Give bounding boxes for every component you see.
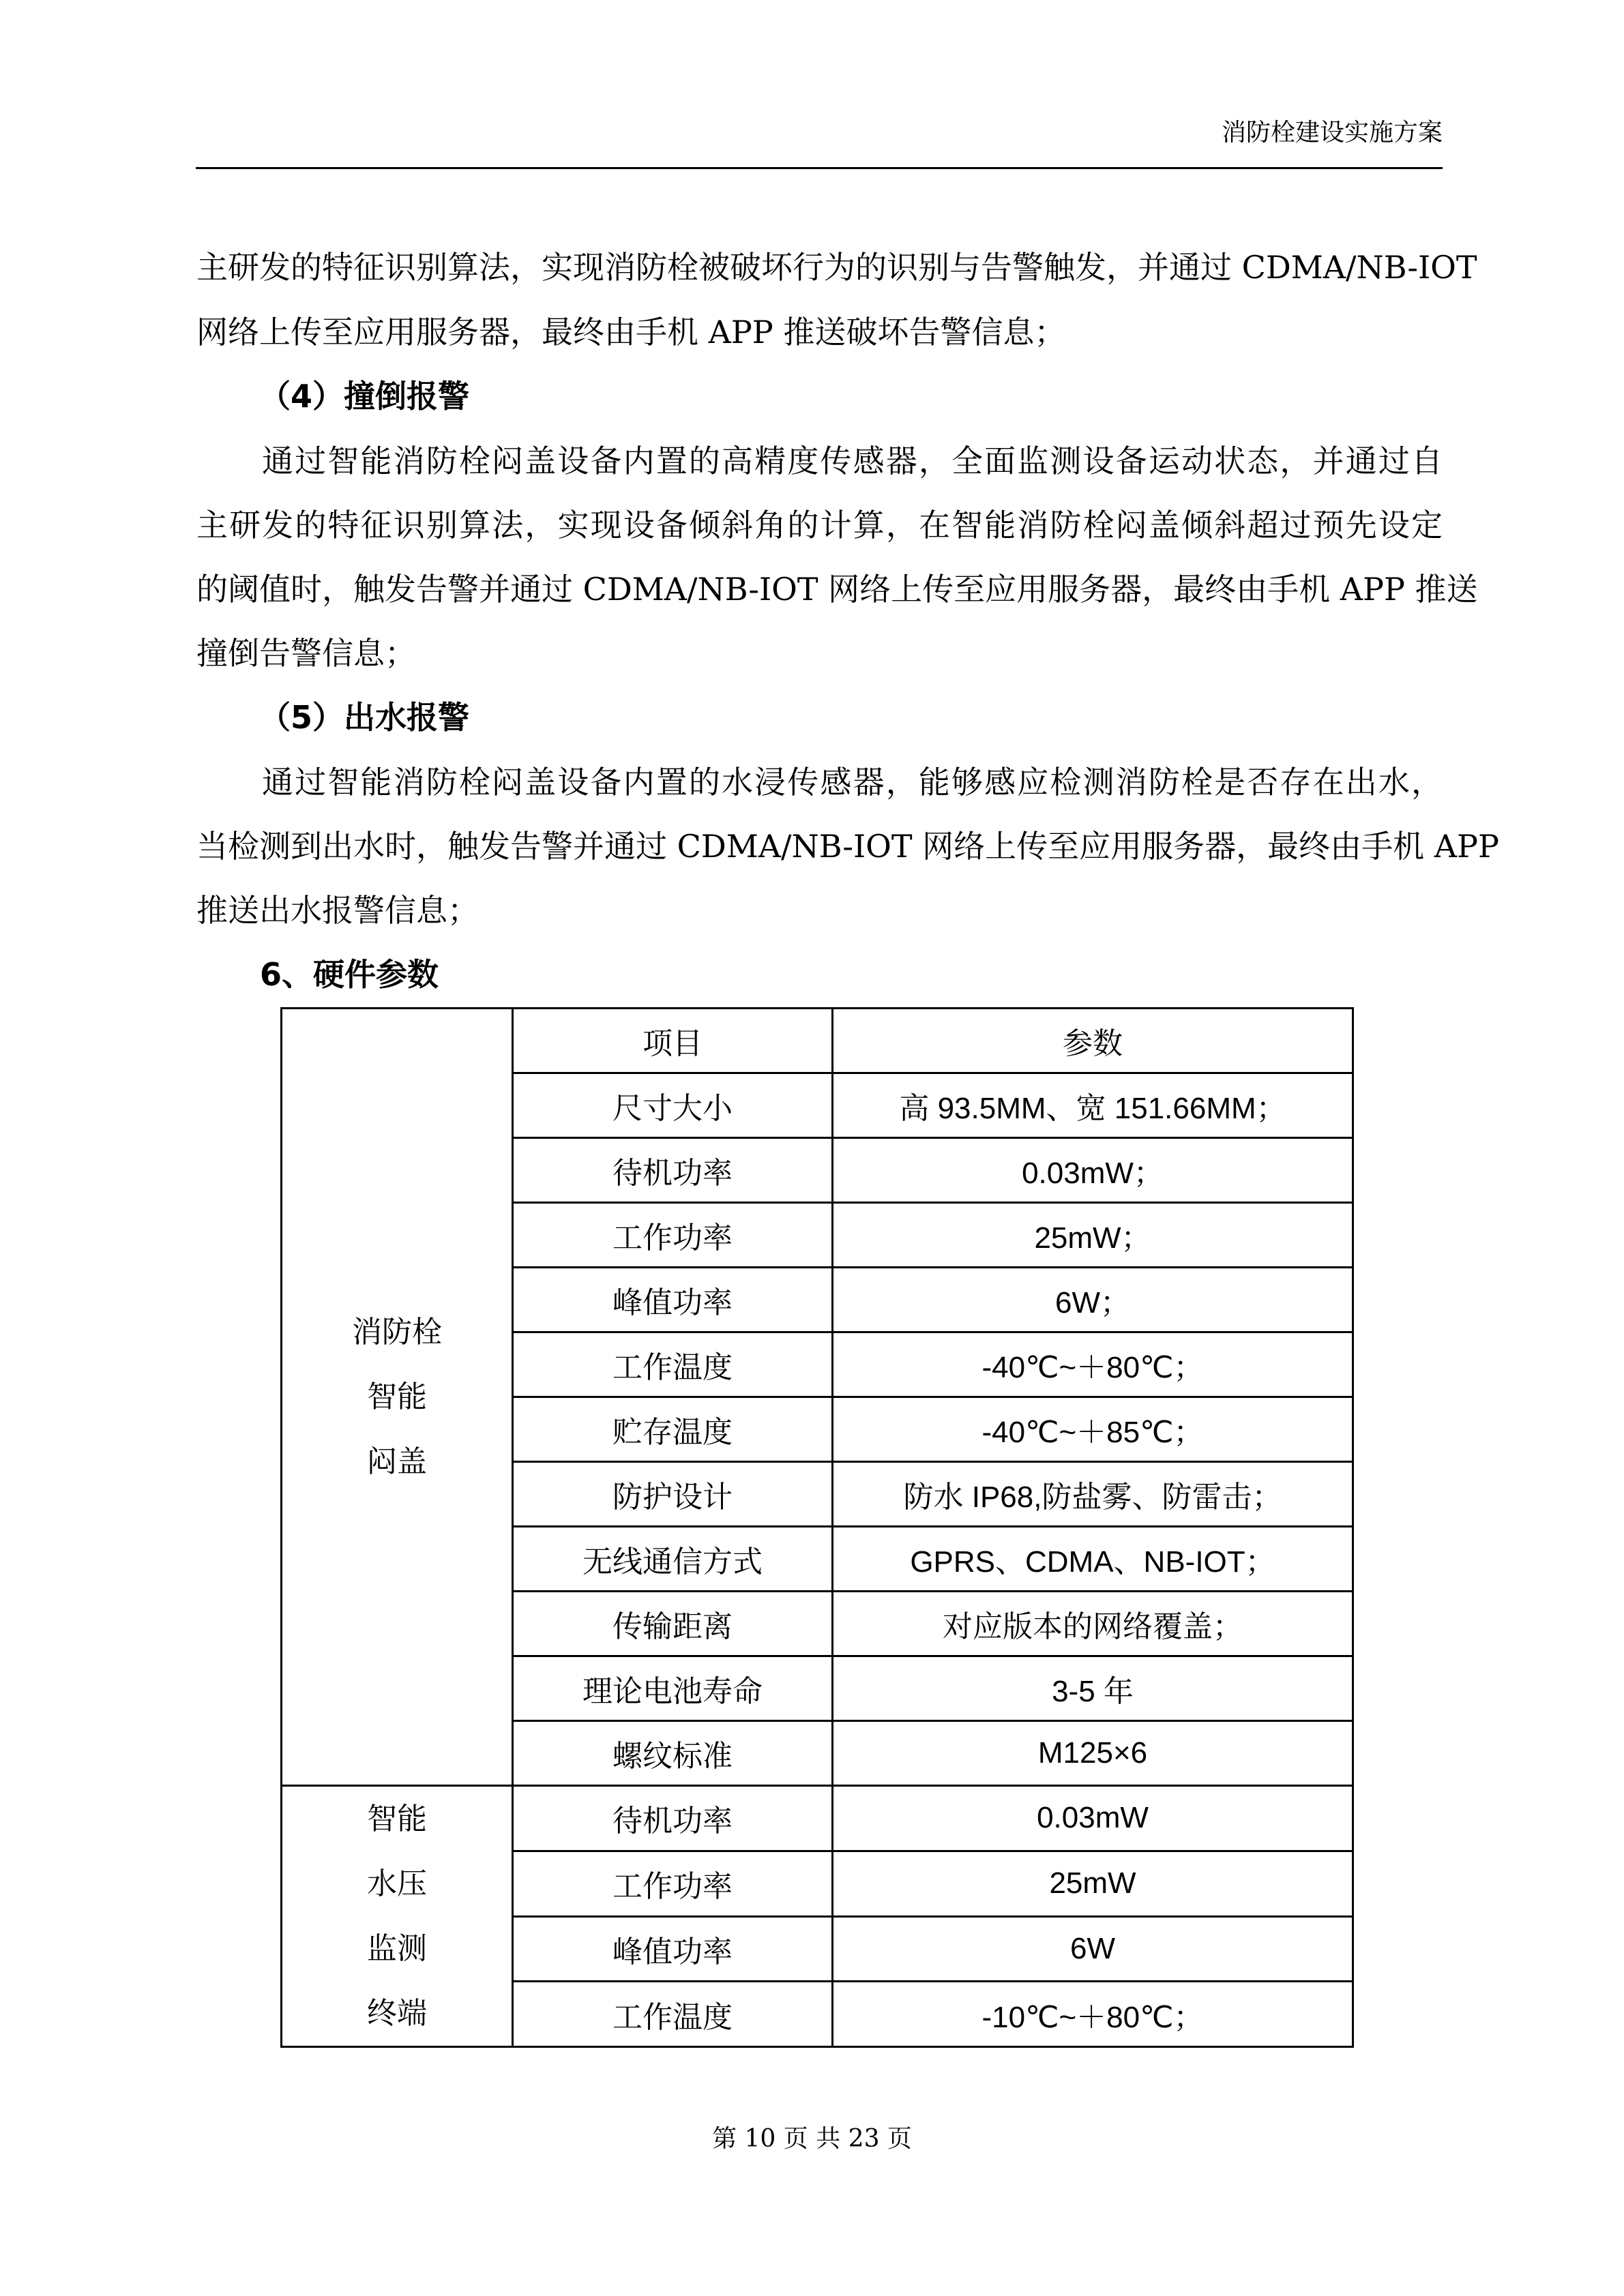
param-cell: 高 93.5MM、宽 151.66MM； — [833, 1073, 1353, 1138]
section-heading-4: （4）撞倒报警 — [259, 378, 470, 415]
paragraph-line: 撞倒告警信息； — [196, 635, 416, 672]
group-label-line: 闷盖 — [367, 1445, 427, 1478]
page-footer: 第 10 页 共 23 页 — [712, 2125, 912, 2153]
param-cell: 防水 IP68,防盐雾、防雷击； — [833, 1462, 1353, 1527]
running-header: 消防栓建设实施方案 — [1221, 119, 1443, 147]
paragraph-line: 通过智能消防栓闷盖设备内置的水浸传感器，能够感应检测消防栓是否存在出水， — [262, 764, 1443, 801]
group-label-line: 智能 — [367, 1802, 427, 1836]
header-rule — [196, 167, 1443, 169]
param-cell: 6W； — [833, 1268, 1353, 1332]
item-cell: 无线通信方式 — [513, 1527, 833, 1592]
group-label-line: 消防栓 — [352, 1315, 442, 1349]
param-cell: 25mW； — [833, 1203, 1353, 1268]
item-cell: 工作功率 — [513, 1851, 833, 1916]
param-cell: -10℃~＋80℃； — [833, 1982, 1353, 2047]
paragraph-line: 推送出水报警信息； — [196, 892, 479, 929]
column-header-param: 参数 — [833, 1009, 1353, 1073]
item-cell: 贮存温度 — [513, 1397, 833, 1462]
table-header-row — [282, 1009, 1353, 1073]
item-cell: 峰值功率 — [513, 1268, 833, 1332]
param-cell: M125×6 — [833, 1721, 1353, 1786]
param-cell: 25mW — [833, 1851, 1353, 1916]
item-cell: 峰值功率 — [513, 1916, 833, 1982]
section-heading-6: 6、硬件参数 — [260, 956, 439, 993]
paragraph-line: 主研发的特征识别算法，实现设备倾斜角的计算，在智能消防栓闷盖倾斜超过预先设定 — [196, 507, 1443, 543]
item-cell: 工作功率 — [513, 1203, 833, 1268]
param-cell: 0.03mW — [833, 1786, 1353, 1851]
item-cell: 理论电池寿命 — [513, 1656, 833, 1721]
paragraph-line: 的阈值时，触发告警并通过 CDMA/NB-IOT 网络上传至应用服务器，最终由手机 APP 推送 — [196, 571, 1478, 608]
param-cell: 6W — [833, 1916, 1353, 1982]
table-row — [282, 1786, 1353, 1851]
group-label-line: 监测 — [367, 1932, 427, 1965]
param-cell: -40℃~＋80℃； — [833, 1332, 1353, 1397]
group-label-line: 智能 — [367, 1380, 427, 1414]
param-cell: -40℃~＋85℃； — [833, 1397, 1353, 1462]
hardware-params-table — [280, 1007, 1354, 2048]
group-label-line: 水压 — [367, 1867, 427, 1900]
paragraph-line: 当检测到出水时，触发告警并通过 CDMA/NB-IOT 网络上传至应用服务器，最终由手机 APP — [196, 828, 1499, 865]
column-header-item: 项目 — [513, 1009, 833, 1073]
param-cell: 0.03mW； — [833, 1138, 1353, 1203]
param-cell: GPRS、CDMA、NB-IOT； — [833, 1527, 1353, 1592]
item-cell: 待机功率 — [513, 1786, 833, 1851]
item-cell: 螺纹标准 — [513, 1721, 833, 1786]
param-cell: 3-5 年 — [833, 1656, 1353, 1721]
paragraph-line: 网络上传至应用服务器，最终由手机 APP 推送破坏告警信息； — [196, 314, 1066, 351]
item-cell: 尺寸大小 — [513, 1073, 833, 1138]
param-cell: 对应版本的网络覆盖； — [833, 1592, 1353, 1656]
group-label-line: 终端 — [367, 1997, 427, 2030]
item-cell: 传输距离 — [513, 1592, 833, 1656]
item-cell: 待机功率 — [513, 1138, 833, 1203]
item-cell: 防护设计 — [513, 1462, 833, 1527]
item-cell: 工作温度 — [513, 1982, 833, 2047]
paragraph-line: 主研发的特征识别算法，实现消防栓被破坏行为的识别与告警触发，并通过 CDMA/NB-IOT — [196, 249, 1477, 286]
group-label-cell — [282, 1009, 513, 1786]
group-label-cell — [282, 1786, 513, 2047]
item-cell: 工作温度 — [513, 1332, 833, 1397]
paragraph-line: 通过智能消防栓闷盖设备内置的高精度传感器，全面监测设备运动状态，并通过自 — [262, 443, 1443, 479]
section-heading-5: （5）出水报警 — [259, 699, 470, 736]
